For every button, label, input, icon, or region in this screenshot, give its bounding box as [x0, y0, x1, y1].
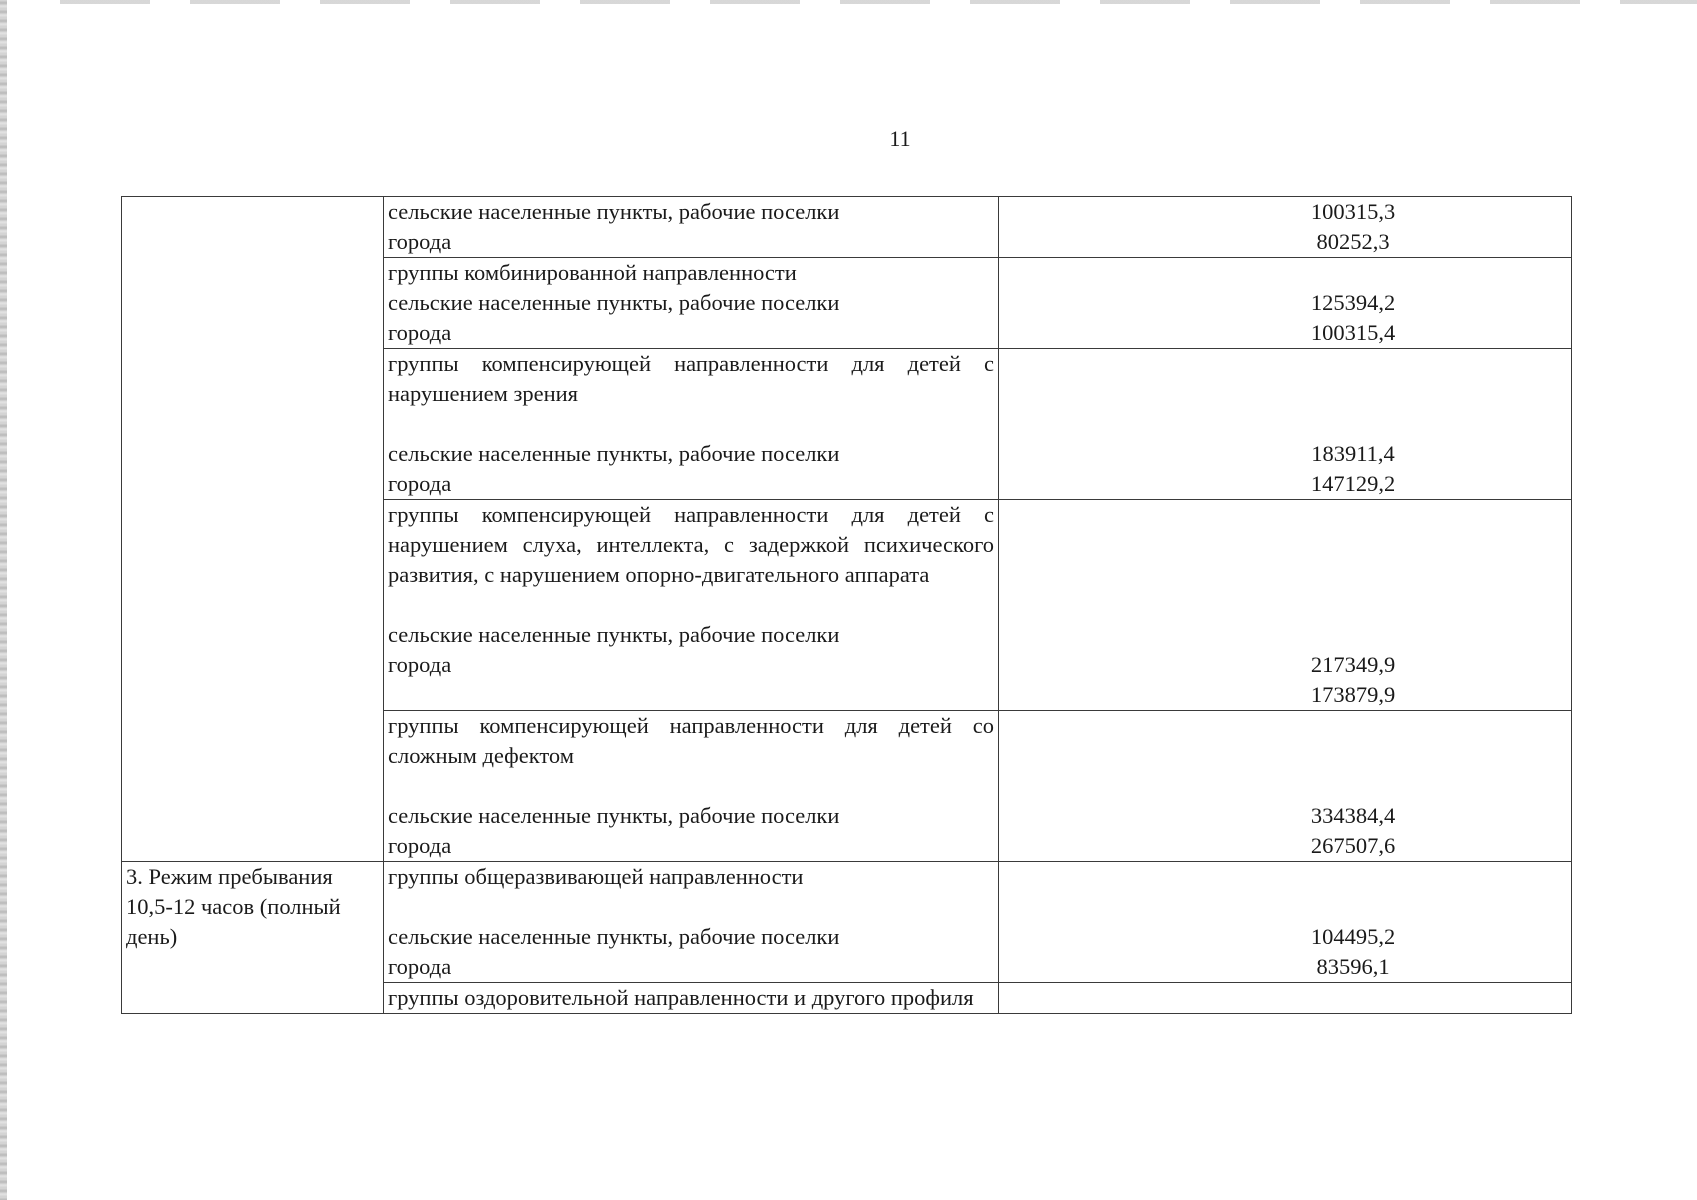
city-value: 100315,4 — [1310, 320, 1396, 345]
group-cell — [384, 711, 999, 862]
mode-title: 3. Режим пребывания 10,5-12 часов (полный день) — [126, 864, 341, 949]
scan-left-edge — [0, 0, 7, 1200]
city-value: 173879,9 — [1310, 682, 1396, 707]
rural-label: сельские населенные пункты, рабочие поселки — [388, 622, 840, 647]
rural-value: 217349,9 — [1310, 652, 1396, 677]
rural-value: 183911,4 — [1311, 441, 1395, 466]
city-label: города — [388, 471, 452, 496]
rural-value: 104495,2 — [1310, 924, 1396, 949]
mode-cell-continued — [122, 197, 384, 862]
group-heading: группы общеразвивающей направленности — [388, 864, 804, 889]
group-heading: группы комбинированной направленности — [388, 260, 797, 285]
rural-label: сельские населенные пункты, рабочие поселки — [388, 803, 840, 828]
table-row — [122, 197, 1572, 258]
city-label: города — [388, 229, 452, 254]
value-cell — [999, 983, 1572, 1014]
value-cell — [999, 258, 1572, 349]
group-heading: группы компенсирующей направленности для детей с нарушением зрения — [388, 351, 994, 406]
rural-label: сельские населенные пункты, рабочие поселки — [388, 441, 840, 466]
city-value: 80252,3 — [1316, 229, 1390, 254]
value-cell — [999, 711, 1572, 862]
group-cell — [384, 349, 999, 500]
city-value: 147129,2 — [1310, 471, 1396, 496]
city-label: города — [388, 652, 452, 677]
group-cell — [384, 500, 999, 711]
group-heading: группы оздоровительной направленности и другого профиля — [388, 985, 974, 1010]
group-heading: группы компенсирующей направленности для детей со сложным дефектом — [388, 713, 994, 768]
value-cell — [999, 862, 1572, 983]
group-cell — [384, 862, 999, 983]
city-value: 267507,6 — [1310, 833, 1396, 858]
city-label: города — [388, 833, 452, 858]
mode-cell — [122, 862, 384, 1014]
group-cell — [384, 983, 999, 1014]
page-number: 11 — [889, 126, 911, 151]
rural-value: 100315,3 — [1310, 199, 1396, 224]
value-cell — [999, 349, 1572, 500]
rural-value: 125394,2 — [1310, 290, 1396, 315]
city-label: города — [388, 320, 452, 345]
table-row — [122, 862, 1572, 983]
value-cell — [999, 197, 1572, 258]
rural-value: 334384,4 — [1310, 803, 1396, 828]
group-heading: группы компенсирующей направленности для детей с нарушением слуха, интеллекта, с задержкой психического развития, с нарушением опорно-двигательного аппарата — [388, 502, 994, 587]
tariff-table — [121, 196, 1572, 1014]
scan-top-edge — [60, 0, 1697, 4]
group-cell — [384, 258, 999, 349]
rural-label: сельские населенные пункты, рабочие поселки — [388, 924, 840, 949]
city-label: города — [388, 954, 452, 979]
rural-label: сельские населенные пункты, рабочие поселки — [388, 290, 840, 315]
value-cell — [999, 500, 1572, 711]
group-cell — [384, 197, 999, 258]
city-value: 83596,1 — [1316, 954, 1390, 979]
rural-label: сельские населенные пункты, рабочие поселки — [388, 199, 840, 224]
